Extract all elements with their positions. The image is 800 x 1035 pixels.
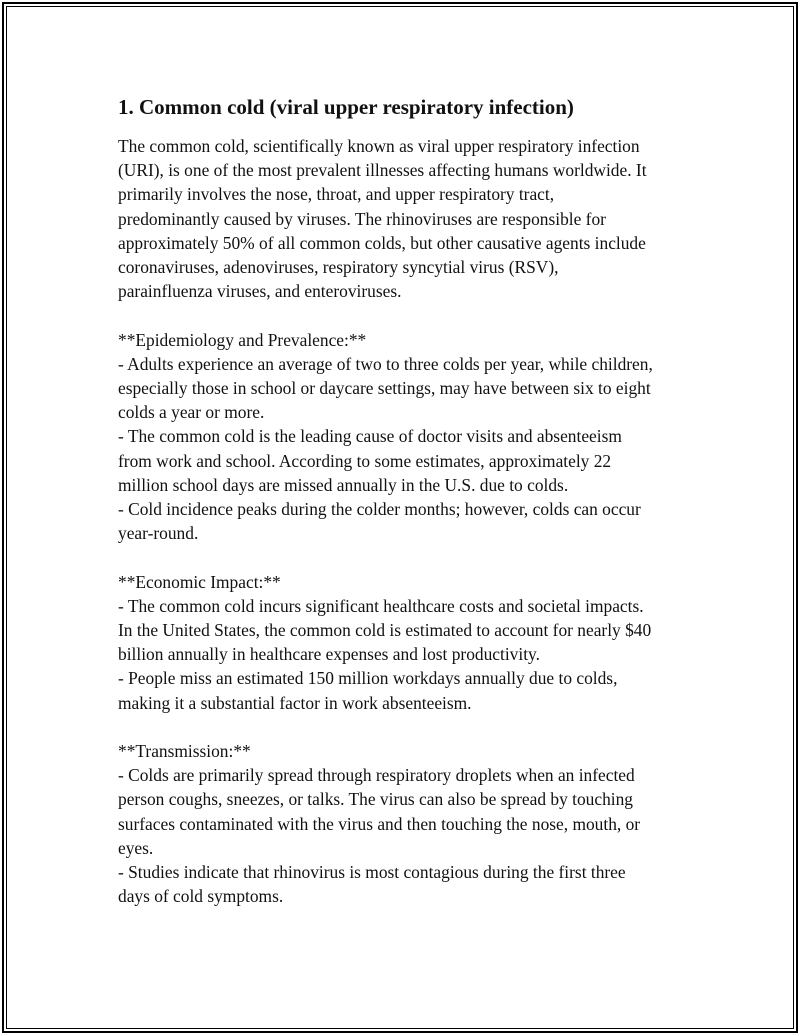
document-title: 1. Common cold (viral upper respiratory infection): [118, 95, 574, 119]
section-line: In the United States, the common cold is estimated to account for nearly $40: [118, 620, 652, 641]
section-line: - Studies indicate that rhinovirus is most contagious during the first three: [118, 862, 626, 883]
intro-line: primarily involves the nose, throat, and upper respiratory tract,: [118, 184, 555, 205]
document-page: [118, 93, 698, 908]
section-line: year-round.: [118, 523, 199, 544]
section-heading: **Epidemiology and Prevalence:**: [118, 329, 367, 350]
section-economic-impact: [118, 570, 698, 715]
intro-line: parainfluenza viruses, and enteroviruses.: [118, 281, 402, 302]
intro-paragraph: [118, 134, 698, 303]
section-line: especially those in school or daycare settings, may have between six to eight: [118, 378, 651, 399]
intro-line: approximately 50% of all common colds, but other causative agents include: [118, 232, 646, 253]
section-line: from work and school. According to some estimates, approximately 22: [118, 450, 612, 471]
intro-line: The common cold, scientifically known as viral upper respiratory infection: [118, 136, 640, 156]
section-transmission: [118, 739, 698, 908]
section-line: surfaces contaminated with the virus and then touching the nose, mouth, or: [118, 813, 641, 834]
section-line: - The common cold is the leading cause of doctor visits and absenteeism: [118, 426, 622, 447]
paragraph-gap: [118, 715, 698, 739]
section-line: - The common cold incurs significant healthcare costs and societal impacts.: [118, 595, 644, 616]
section-line: - People miss an estimated 150 million workdays annually due to colds,: [118, 668, 618, 689]
section-line: million school days are missed annually in the U.S. due to colds.: [118, 474, 569, 495]
section-line: - Adults experience an average of two to three colds per year, while children,: [118, 353, 653, 374]
section-line: colds a year or more.: [118, 402, 265, 423]
intro-line: (URI), is one of the most prevalent illnesses affecting humans worldwide. It: [118, 160, 647, 181]
section-line: billion annually in healthcare expenses and lost productivity.: [118, 644, 540, 665]
section-epidemiology: [118, 328, 698, 546]
intro-line: predominantly caused by viruses. The rhinoviruses are responsible for: [118, 208, 606, 229]
section-line: making it a substantial factor in work absenteeism.: [118, 692, 472, 713]
section-line: - Colds are primarily spread through respiratory droplets when an infected: [118, 765, 635, 786]
paragraph-gap: [118, 545, 698, 569]
section-line: - Cold incidence peaks during the colder months; however, colds can occur: [118, 499, 641, 520]
section-heading: **Economic Impact:**: [118, 571, 281, 592]
section-line: person coughs, sneezes, or talks. The virus can also be spread by touching: [118, 789, 633, 810]
section-line: days of cold symptoms.: [118, 886, 284, 907]
section-line: eyes.: [118, 837, 154, 858]
section-heading: **Transmission:**: [118, 741, 251, 762]
intro-line: coronaviruses, adenoviruses, respiratory syncytial virus (RSV),: [118, 257, 559, 278]
paragraph-gap: [118, 303, 698, 327]
